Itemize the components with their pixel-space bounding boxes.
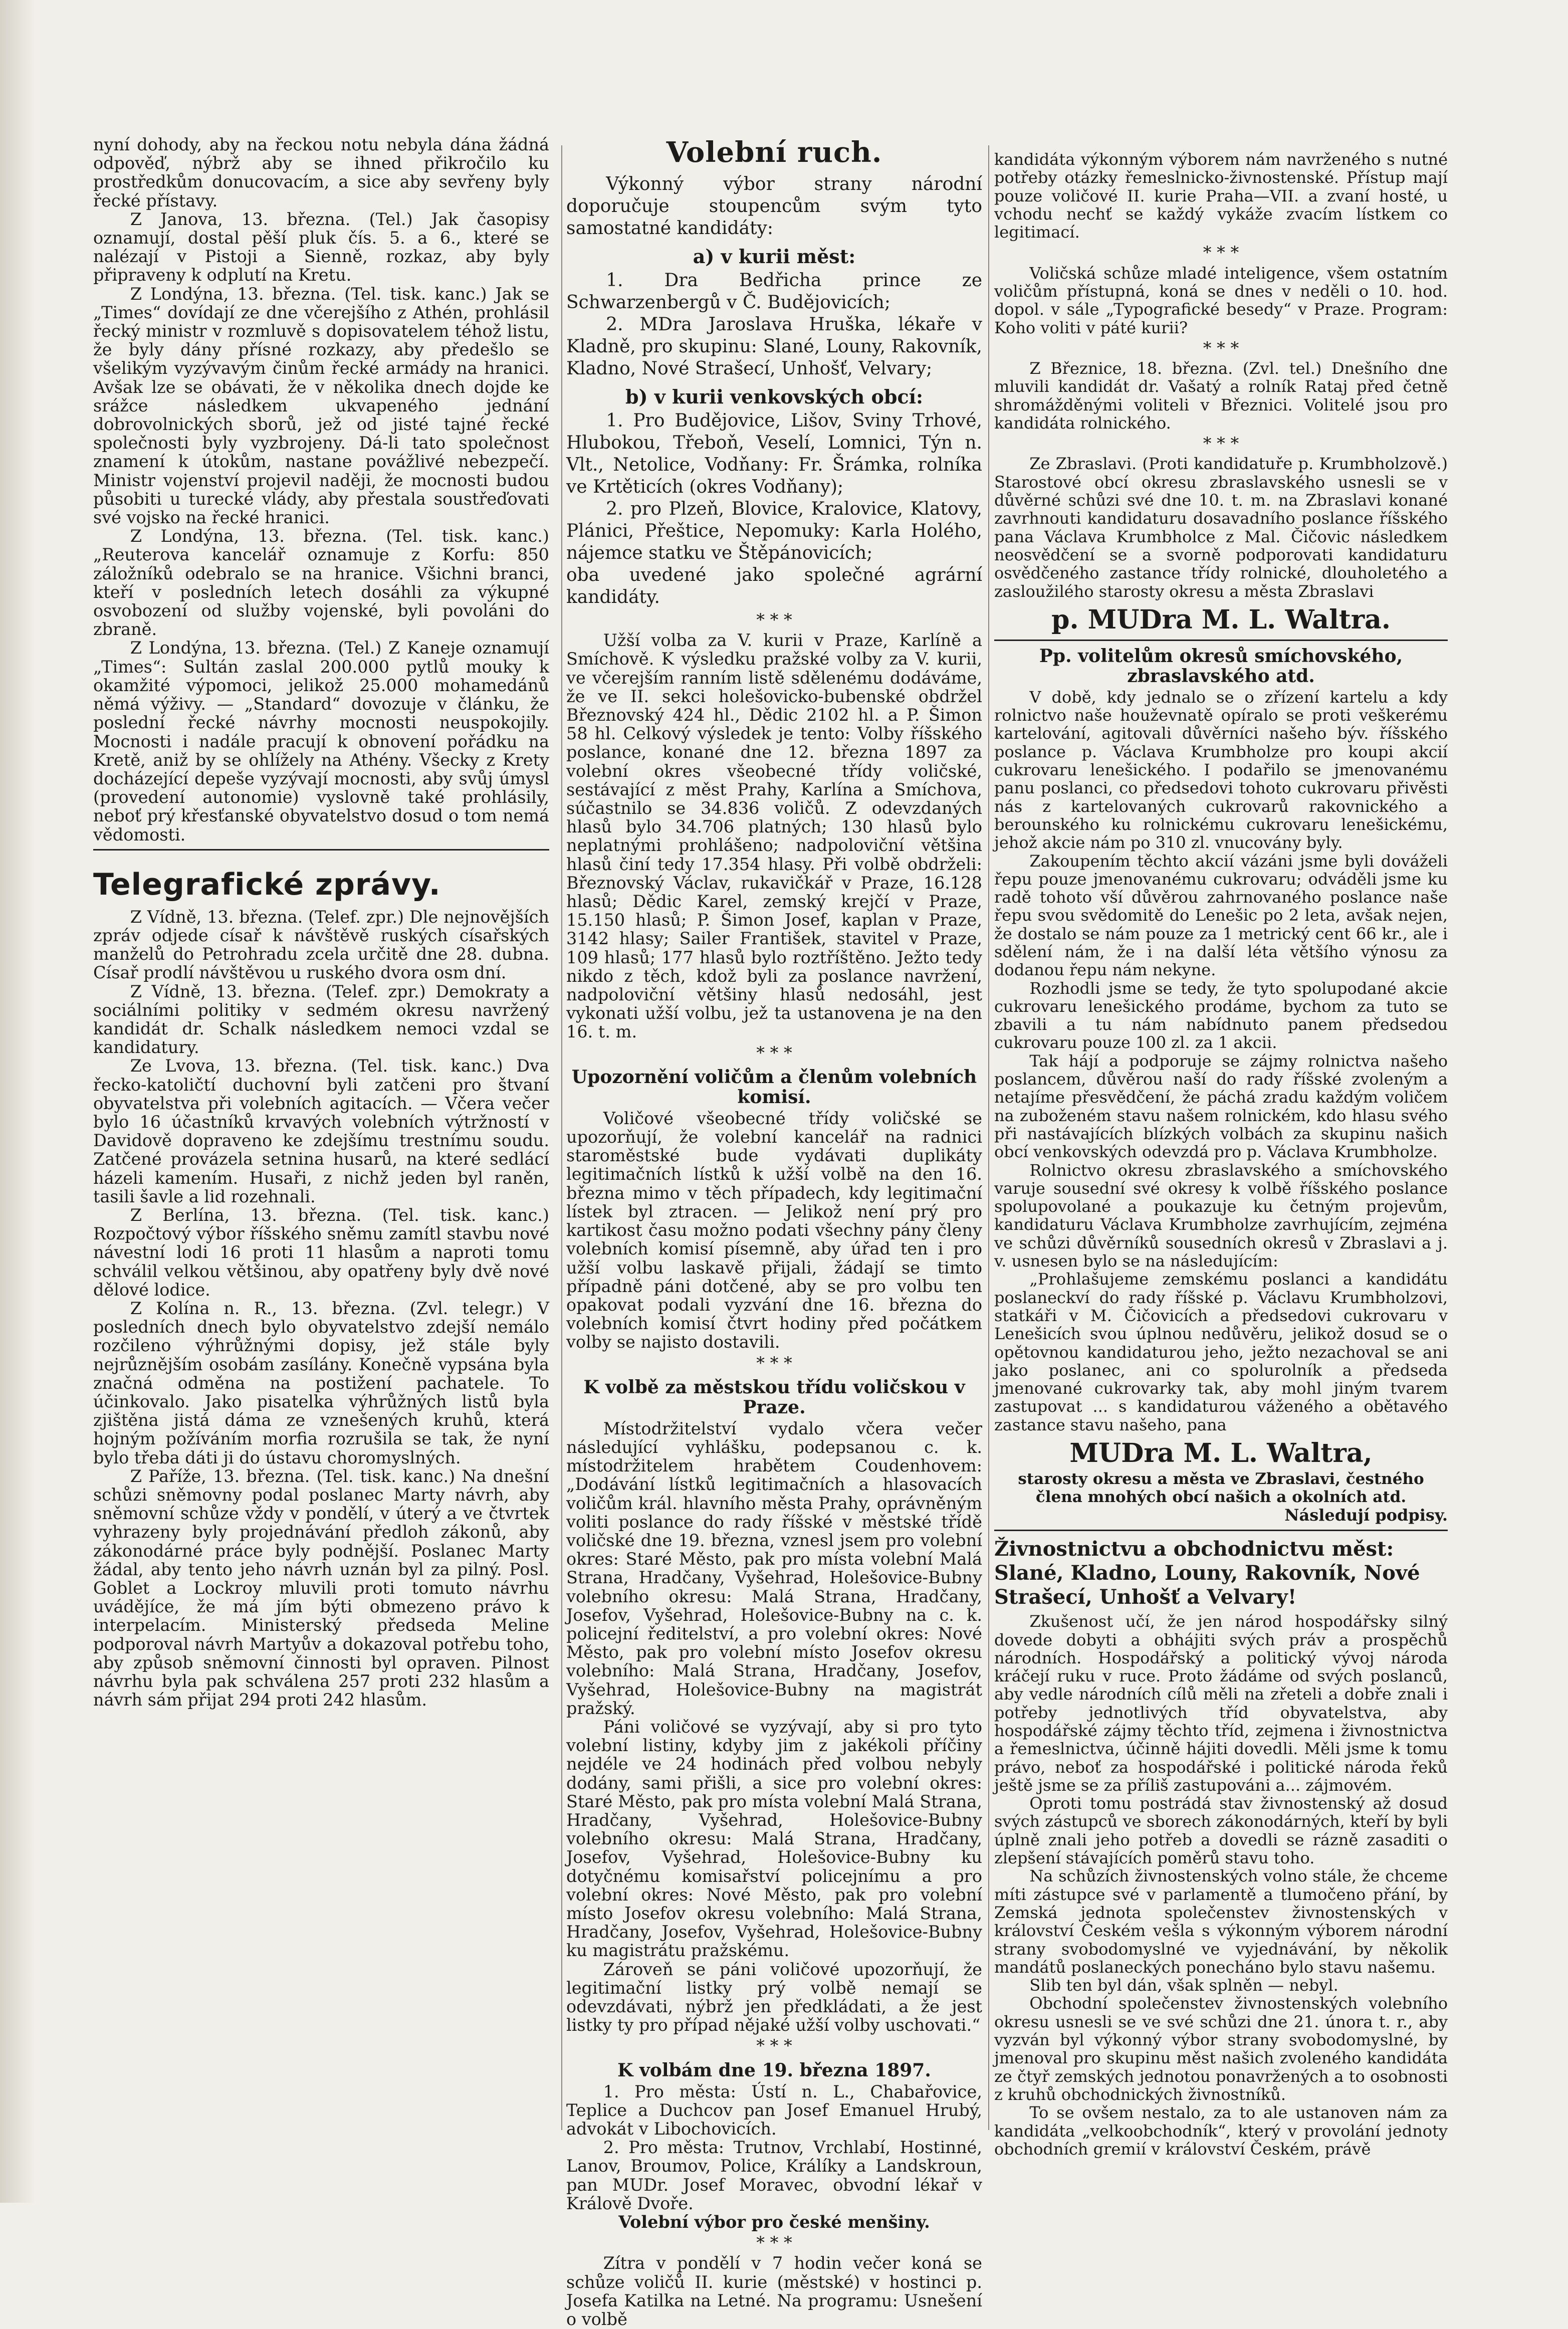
dispatch-janov: Z Janova, 13. března. (Tel.) Jak časopisy oznamují, dostal pěší pluk čís. 5. a 6., které se nalézají v Pistoji a Sienně, rozkaz, aby byly připraveny k odplutí na Kretu. bbox=[93, 209, 549, 285]
signature-title: starosty okresu a města ve Zbraslavi, čestného člena mnohých obcí našich a okolních atd. bbox=[1018, 1470, 1424, 1507]
scan-edge-shadow bbox=[0, 0, 35, 2203]
appeal-paragraph: To se ovšem nestalo, za to ale ustanoven nám za kandidáta „velkoobchodník“, který v provolání jednoty obchodních gremií v království Českém, právě bbox=[994, 2103, 1448, 2159]
candidate-list-item: 2. MDra Jaroslava Hruška, lékaře v Kladně, pro skupinu: Slané, Louny, Rakovník, Kladno, Nové Strašecí, Unhošť, Velvary; bbox=[566, 314, 982, 379]
appeal-paragraph: Na schůzích živnostenských volno stále, že chceme míti zástupce své v parlamentě a tlumočeno přání, by Zemská jednota společenstev živnostenských v království Českém vešla s výkonným výborem národní strany svobodomyslné ve vyjednávání, by několik mandátů poslaneckých ponecháno bylo stavu našemu. bbox=[994, 1866, 1448, 1977]
column-middle bbox=[566, 135, 982, 2329]
letter-paragraph: Rozhodli jsme se tedy, že tyto spolupodané akcie cukrovaru lenešického prodáme, bychom za tuto se zbavili a tu nám nabídnuto panem předsedou cukrovaru pouze 100 zl. za 1 akcii. bbox=[994, 978, 1448, 1052]
dispatch-londyn-2: Z Londýna, 13. března. (Tel. tisk. kanc.) „Reuterova kancelář oznamuje z Korfu: 850 záložníků odebralo se na hranice. Všichni branci, kteří v posledních letech dosáhli za výkupné osvobození od služby vojenské, byli povoláni do zbraně. bbox=[93, 526, 549, 640]
subheading-kurie-mest: a) v kurii měst: bbox=[693, 245, 856, 268]
appeal-paragraph: Slib ten byl dán, však splněn — nebyl. bbox=[1029, 1976, 1338, 1995]
letter-paragraph: „Prohlašujeme zemskému poslanci a kandidátu poslaneckví do rady říšské p. Václavu Krumbholzovi, statkáři v M. Čičovicích a předsedovi cukrovaru v Lenešicích svou úplnou nedůvěru, jelikož dosud se o opětovnou kandidaturou jeho, ježto nezachoval se ani jako poslanec, ani co spolurolník a předseda jmenované cukrovarky tak, aby mohl jiným tvarem zastupovat ... s kandidaturou váženého a obětavého zastance stavu našeho, pana bbox=[994, 1269, 1448, 1434]
subheading-kurie-venkovskych-obci: b) v kurii venkovských obcí: bbox=[625, 385, 924, 408]
signature-mudr-walter-2: MUDra M. L. Waltra, bbox=[1069, 1438, 1373, 1469]
paragraph-continuation: kandidáta výkonným výborem nám navrženého s nutné potřeby otázky řemeslnicko-živnostenské. Přístup mají pouze voličové II. kurie Praha—VII. a zvaní hosté, u vchodu nechť se každý vykáže zvacím lístkem co legitimací. bbox=[994, 150, 1448, 242]
paragraph-continuation: nyní dohody, aby na řeckou notu nebyla dána žádná odpověď, nýbrž aby se ihned přikročilo ku prostředkům donucovacím, a sice aby sevřeny byly řecké přístavy. bbox=[93, 135, 549, 210]
column-rule-2 bbox=[988, 145, 989, 2130]
dispatch-breznice: Z Březnice, 18. března. (Zvl. tel.) Dnešního dne mluvili kandidát dr. Vašatý a rolník Rataj před četně shromážděnými voliteli v Březnici. Volitelé jsou pro kandidáta rolnického. bbox=[994, 359, 1448, 433]
candidate-list-item: 1. Pro Budějovice, Lišov, Sviny Trhové, Hlubokou, Třeboň, Veselí, Lomnici, Týn n. Vlt., Netolice, Vodňany: Fr. Šrámka, rolníka ve Krtěticích (okres Vodňany); bbox=[566, 410, 982, 497]
separator: * * * bbox=[756, 1353, 792, 1373]
separator: * * * bbox=[756, 1042, 792, 1063]
letter-paragraph: Zakoupením těchto akcií vázáni jsme byli dováželi řepu pouze jmenovanému cukrovaru; odváděli jsme ku radě tohoto vší důvěrou zahrnovaného poslance naše řepu svou svědomitě do Lenešic po 2 leta, avšak nejen, že dostalo se nám pouze za 1 metrický cent 66 kr., ale i sdělení nám, že i na další léta většího výnosu za dodanou řepu nám nekyne. bbox=[994, 851, 1448, 980]
heading-zivnostnictvu: Živnostnictvu a obchodnictvu měst: Slané, Kladno, Louny, Rakovník, Nové Strašecí, Unhošť a Velvary! bbox=[994, 1537, 1420, 1609]
letter-paragraph: Tak hájí a podporuje se zájmy rolnictva našeho poslancem, důvěrou naší do rady říšské zvoleným a netajíme přesvědčení, že páchá zradu každým voličem na zuboženém stavu našem rolnickém, kdo hlasu svého při nastávajících blízkých volbách za skupinu našich obcí venkovských odevzdá pro p. Václava Krumbholze. bbox=[994, 1051, 1448, 1162]
dispatch-viden-1: Z Vídně, 13. března. (Telef. zpr.) Dle nejnovějších zpráv odjede císař k návštěvě ruských císařských manželů do Petrohradu zcela určitě dne 28. dubna. Císař prodlí návštěvou u ruského dvora osm dní. bbox=[93, 907, 549, 983]
candidate-list-item: 1. Dra Bedřicha prince ze Schwarzenbergů v Č. Budějovicích; bbox=[566, 270, 982, 313]
column-rule-1 bbox=[561, 145, 562, 2130]
dispatch-viden-2: Z Vídně, 13. března. (Telef. zpr.) Demokraty a sociálními politiky v sedmém okresu navržený kandidát dr. Schalk následkem nemoci vzdal se kandidatury. bbox=[93, 981, 549, 1057]
separator: * * * bbox=[1203, 434, 1239, 454]
dispatch-berlin: Z Berlína, 13. března. (Tel. tisk. kanc.) Rozpočtový výbor říšského sněmu zamítl stavbu nové návestní lodi 16 proti 11 hlasům a naproti tomu schválil velkou většinou, aby opatřeny byly dvě nové dělové lodice. bbox=[93, 1205, 549, 1300]
candidate-list-item: 2. pro Plzeň, Blovice, Kralovice, Klatovy, Plánici, Přeštice, Nepomuky: Karla Holého, nájemce statku ve Štěpánovicích; bbox=[566, 499, 982, 563]
section-divider bbox=[994, 640, 1448, 641]
section-heading-telegraficke-zpravy: Telegrafické zprávy. bbox=[93, 867, 441, 902]
separator: * * * bbox=[1203, 243, 1239, 263]
heading-k-volbe-praha: K volbě za městskou třídu voličskou v Praze. bbox=[583, 1376, 965, 1418]
heading-k-volbam-19-brezna: K volbám dne 19. března 1897. bbox=[617, 2059, 931, 2081]
article-k-volbam-2: 2. Pro města: Trutnov, Vrchlabí, Hostinné, Lanov, Broumov, Police, Králíky a Landskroun, pan MUDr. Josef Moravec, obvodní lékař v Králově Dvoře. bbox=[566, 2138, 982, 2213]
dispatch-zbraslav: Ze Zbraslavi. (Proti kandidatuře p. Krumbholzově.) Starostové obcí okresu zbraslavského usnesli se v důvěrné schůzi své dne 10. t. m. na Zbraslavi konané zavrhnouti kandidaturu dosavadního poslance říšského pana Václava Krumbholce z Mal. Čičovic následkem neosvědčení se a svorně podporovati kandidaturu osvědčeného zastance třídy rolnické, dlouholetého a zasloužilého starosty okresu a města Zbraslavi bbox=[994, 454, 1448, 601]
letter-paragraph: Rolnictvo okresu zbraslavského a smíchovského varuje sousední své okresy k volbě říšského poslance spolupovolané a poukazuje ku četným projevům, kandidaturu Václava Krumbholze zavrhujícím, zejména ve schůzi důvěrníků sousedních okresů v Zbraslavi a j. v. usnesen bylo se na následujícím: bbox=[994, 1160, 1448, 1271]
signature-footnote: Následují podpisy. bbox=[1284, 1506, 1448, 1525]
separator: * * * bbox=[756, 2233, 792, 2253]
separator: * * * bbox=[756, 610, 792, 629]
signature-volebni-vybor: Volební výbor pro české menšiny. bbox=[618, 2212, 930, 2232]
section-divider bbox=[93, 849, 549, 851]
dispatch-kolin: Z Kolína n. R., 13. března. (Zvl. telegr.) V posledních dnech bylo obyvatelstvo zdejší nemálo rozčileno výhrůžnými dopisy, jež stále byly nejrůznějším osobám zasílány. Konečně vypsána byla značná odměna na postižení pachatele. To účinkovalo. Jako pisatelka výhrůžných listů byla zjištěna jistá dáma ze vznešených kruhů, která hojným požíváním morfia rozrušila se tak, že nyní bylo třeba dáti ji do ústavu choromyslných. bbox=[93, 1298, 549, 1467]
article-k-volbe-2: Páni voličové se vyzývají, aby si pro tyto volební listiny, kdyby jim z jakékoli příčiny nejdéle ve 24 hodinách před volbou nebyly dodány, sami přišli, a sice pro volební okres: Staré Město, pak pro místa volební Malá Strana, Hradčany, Vyšehrad, Holešovice-Bubny volebního okresu: Malá Strana, Hradčany, Josefov, Vyšehrad, Holešovice-Bubny ku dotyčnému komisařství policejnímu a pro volební okres: Nové Město, pak pro volební místo Josefov okresu volebního: Malá Strana, Hradčany, Josefov, Vyšehrad, Holešovice-Bubny ku magistrátu pražskému. bbox=[566, 1717, 982, 1961]
appeal-paragraph: Zkušenost učí, že jen národ hospodářsky silný dovede dobyti a obhájiti svých práv a prospěchů národních. Hospodářský a politický vývoj národa kráčejí ruku v ruce. Proto žádáme od svých poslanců, aby vedle národních cílů měli na zřeteli a dobře znali i potřeby jednotlivých tříd obyvatelstva, aby hospodářské zájmy těchto tříd, zejmena i živnostnictva a řemeslnictva, účinně hájiti dovedli. Měli jsme k tomu právo, neboť za hospodářské i politické národa řeků ještě jsme se za příliš zastupováni a... zájmovém. bbox=[994, 1612, 1448, 1795]
letter-paragraph: V době, kdy jednalo se o zřízení kartelu a kdy rolnictvo naše houževnatě opíralo se proti veškerému kartelování, agitovali důvěrníci našeho býv. říšského poslance p. Václava Krumbholze pro koupi akcií cukrovaru lenešického. I podařilo se jmenovanému panu poslanci, co předsedovi tohoto cukrovaru přivěsti nás z kartelovaných cukrovarů rakovnického a berounského ku rolnickému cukrovaru lenešickému, jehož akcie nám po 310 zl. vnucovány byly. bbox=[994, 687, 1448, 853]
article-uzsi-volba: Užší volba za V. kurii v Praze, Karlíně a Smíchově. K výsledku pražské volby za V. kurii, ve včerejším ranním listě sdělenému dodáváme, že ve II. sekci holešovicko-bubenské obdržel Březnovský 424 hl., Dědic 2102 hl. a P. Šimon 58 hl. Celkový výsledek je tento: Volby říšského poslance, konané dne 12. března 1897 za volební okres všeobecné třídy voličské, sestávající z měst Prahy, Karlína a Smíchova, súčastnilo se 34.836 voličů. Z odevzdaných hlasů bylo 34.706 platných; 130 hlasů bylo neplatnými prohlášeno; nadpoloviční většina hlasů činí tedy 17.354 hlasy. Při volbě obdrželi: Březnovský Václav, rukavičkář v Praze, 16.128 hlasů; Dědic Karel, zemský krejčí v Praze, 15.150 hlasů; P. Šimon Josef, kaplan v Praze, 3142 hlasy; Sailer František, stavitel v Praze, 109 hlasů; 177 hlasů bylo roztříštěno. Ježto tedy nikdo z těch, kdož byli za poslance navržení, nadpoloviční většiny hlasů nedosáhl, jest vykonati užší volbu, jež ta ustanovena je na den 16. t. m. bbox=[566, 630, 982, 1042]
heading-upozorneni: Upozornění voličům a členům volebních komisí. bbox=[571, 1066, 977, 1108]
heading-pp-volitelum: Pp. volitelům okresů smíchovského, zbraslavského atd. bbox=[1039, 645, 1403, 687]
separator: * * * bbox=[756, 2036, 792, 2056]
section-divider bbox=[994, 1530, 1448, 1531]
column-left bbox=[93, 135, 549, 2090]
dispatch-pariz: Z Paříže, 13. března. (Tel. tisk. kanc.) Na dnešní schůzi sněmovny podal poslanec Marty návrh, aby sněmovní schůze vždy v pondělí, v úterý a ve čtvrtek vyhrazeny byly projednávání předloh zákonů, aby zákonodárné práce byly podnější. Poslanec Marty žádal, aby tento jeho návrh uznán byl za pilný. Posl. Goblet a Lockroy mluvili proti tomuto návrhu uvádějíce, že má jím býti obmezeno právo k interpelacím. Ministerský předseda Meline podporoval návrh Martyův a dokazoval potřebu toho, aby způsob sněmovní činnosti byl opraven. Pilnost návrhu byla pak schválena 257 proti 232 hlasům a návrh sám přijat 294 proti 242 hlasům. bbox=[93, 1466, 549, 1710]
article-zitra: Zítra v pondělí v 7 hodin večer koná se schůze voličů II. kurie (městské) v hostinci p. Josefa Katilka na Letné. Na programu: Usnešení o volbě bbox=[566, 2253, 982, 2329]
dispatch-londyn-3: Z Londýna, 13. března. (Tel.) Z Kaneje oznamují „Times“: Sultán zaslal 200.000 pytlů mouky k okamžité výpomoci, jelikož 25.000 mohamedánů němá výživy. — „Standard“ dovozuje v článku, že poslední řecké návrhy mocnosti neuspokojily. Mocnosti i nadále pracují k obnovení pořádku na Kretě, aniž by se ohlížely na Athény. Všecky z Krety docházející depeše vyzývají mocnosti, aby svůj úmysl (provedení autonomie) vyslovně také prohlásily, neboť prý křesťanské obyvatelstvo dosud o tom nemá vědomosti. bbox=[93, 638, 549, 844]
dispatch-londyn-1: Z Londýna, 13. března. (Tel. tisk. kanc.) Jak se „Times“ dovídají ze dne včerejšího z Athén, prohlásil řecký ministr v rozmluvě s dopisovatelem téhož listu, že byly dány přísné rozkazy, aby předešlo se všelikým vyzývavým činům řecké armády na hranici. Avšak lze se obávati, že v několika dnech dojde ke srážce následkem ukvapeného jednání dobrovolnických sborů, jež od jisté tajné řecké společnosti byly vyzbrojeny. Dá-li tato společnost znamení k útokům, nastane povážlivé nebezpečí. Ministr vojenství projevil naději, že mocnosti budou působiti u turecké vlády, aby přestala soustřeďovati své vojsko na řecké hranici. bbox=[93, 284, 549, 528]
separator: * * * bbox=[1203, 338, 1239, 358]
dispatch-lvov: Ze Lvova, 13. března. (Tel. tisk. kanc.) Dva řecko-katoličtí duchovní byli zatčeni pro štvaní obyvatelstva při volebních agitacích. — Včera večer bylo 16 účastníků krvavých volebních výtržností v Davidově dopraveno ke zdejšímu trestnímu soudu. Zatčené provázela setnina husarů, na které sedlácí házeli kamením. Husaři, z nichž jeden byl raněn, tasili šavle a lid rozehnali. bbox=[93, 1056, 549, 1206]
signature-mudr-walter: p. MUDra M. L. Waltra. bbox=[1051, 604, 1391, 635]
column-right bbox=[994, 150, 1448, 2165]
candidates-closing: oba uvedené jako společné agrární kandidáty. bbox=[566, 565, 982, 607]
article-k-volbe-1: Místodržitelství vydalo včera večer následující vyhlášku, podepsanou c. k. místodržitelem hrabětem Coudenhovem: „Dodávání lístků legitimačních a hlasovacích voličům král. hlavního města Prahy, oprávněným voliti poslance do rady říšské v městské třídě voličské dne 19. března, vznesl jsem pro volební okres: Staré Město, pak pro místa volební Malá Strana, Hradčany, Vyšehrad, Holešovice-Bubny volebního okresu: Malá Strana, Hradčany, Josefov, Vyšehrad, Holešovice-Bubny na c. k. policejní ředitelství, a pro volební okres: Nové Město, pak pro volební místo Josefov okresu volebního: Malá Strana, Hradčany, Josefov, Vyšehrad, Holešovice-Bubny na magistrát pražský. bbox=[566, 1418, 982, 1718]
section-heading-volebni-ruch: Volební ruch. bbox=[666, 136, 882, 169]
article-upozorneni: Voličové všeobecné třídy voličské se upozorňují, že volební kancelář na radnici staroměstské bude vydávati duplikáty legitimačních lístků k užší volbě na den 16. března mimo v těch případech, kdy legitimační lístek byl ztracen. — Jelikož není prý pro kartikost času možno podati všechny pány členy volebních komisí písemně, aby úřad ten i pro užší volbu laskavě přijali, žádají se timto případně páni dotčené, aby se pro volbu ten opakovat podali vyzvání dne 16. března do volebních komisí čtvrt hodiny před počátkem volby se najisto dostavili. bbox=[566, 1108, 982, 1352]
article-k-volbe-3: Zároveň se páni voličové upozorňují, že legitimační listky prý volbě nemají se odevzdávati, nýbrž jen předkládati, a že jest listky ty pro případ nějaké užší volby uschovati.“ bbox=[566, 1959, 982, 2035]
notice-volicska-schuze: Voličská schůze mladé inteligence, všem ostatním voličům přístupná, koná se dnes v neděli o 10. hod. dopol. v sále „Typografické besedy“ v Praze. Program: Koho voliti v páté kurii? bbox=[994, 263, 1448, 337]
appeal-paragraph: Obchodní společenstev živnostenských volebního okresu usnesli se ve své schůzi dne 21. února t. r., aby vyzván byl výkonný výbor strany svobodomyslné, by jmenoval pro skupinu měst našich zvoleného kandidáta ze čtyř zemských jednotou ponavržených a to osobnosti z kruhů obchodnických živnostníků. bbox=[994, 1994, 1448, 2104]
appeal-paragraph: Oproti tomu postrádá stav živnostenský až dosud svých zástupců ve sborech zákonodárných, kteří by byli úplně znali jeho potřeb a dovedli se rázně zasaditi o zlepšení stávajících poměrů stavu toho. bbox=[994, 1794, 1448, 1868]
article-k-volbam-1: 1. Pro města: Ústí n. L., Chabařovice, Teplice a Duchcov pan Josef Emanuel Hrubý, advokát v Libochovicích. bbox=[566, 2081, 982, 2139]
candidates-intro: Výkonný výbor strany národní doporučuje stoupencům svým tyto samostatné kandidáty: bbox=[566, 174, 982, 239]
